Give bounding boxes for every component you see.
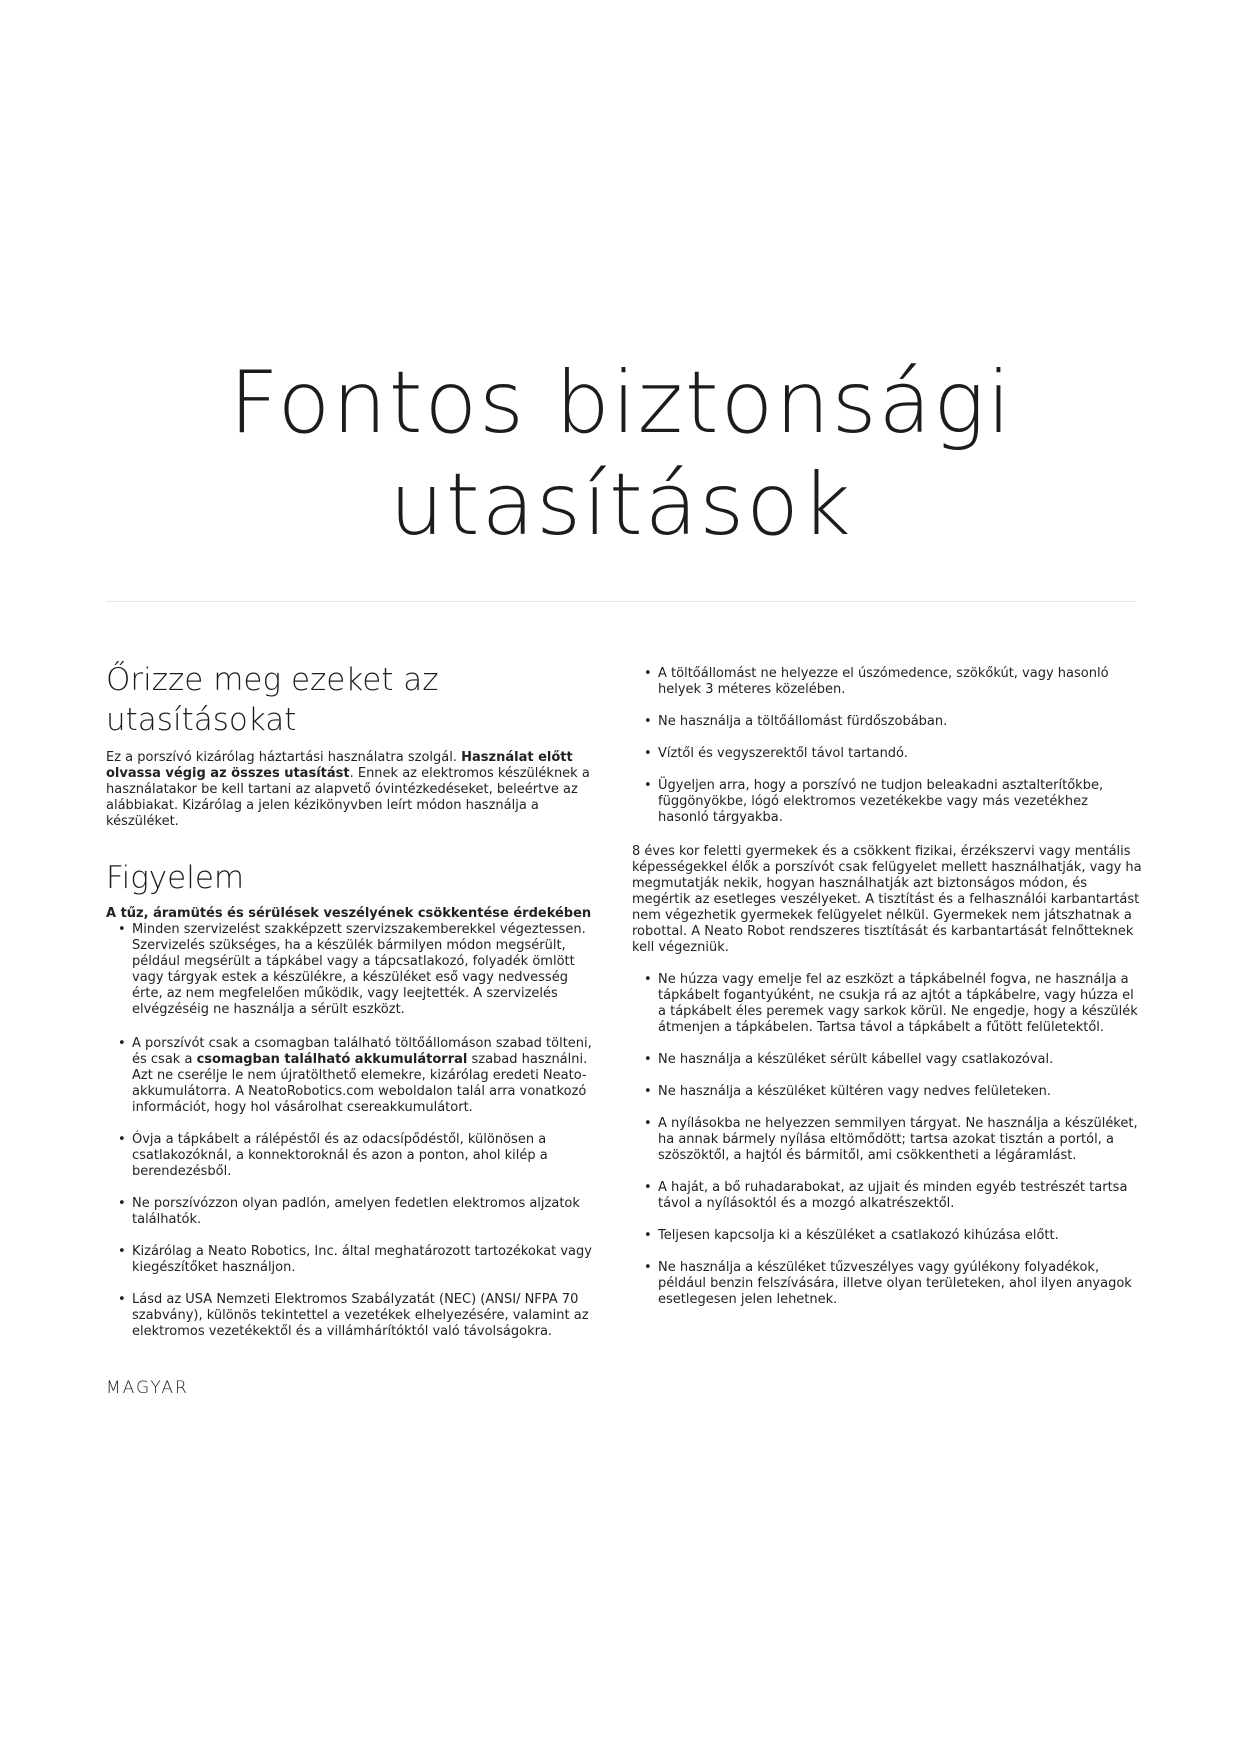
battery-text-a: A porszívót csak a csomagban található töltőállomáson szabad tölteni, és csak a bbox=[132, 1036, 592, 1067]
list-item: • Teljesen kapcsolja ki a készüléket a csatlakozó kihúzása előtt. bbox=[632, 1228, 1142, 1244]
section-heading-keep-instructions: Őrizze meg ezeket az utasításokat bbox=[106, 662, 439, 738]
intro-text-a: Ez a porszívó kizárólag háztartási használatra szolgál. bbox=[106, 750, 462, 765]
list-item: • Ne húzza vagy emelje fel az eszközt a tápkábelnél fogva, ne használja a tápkábelt fogantyúként, ne csukja rá az ajtót a tápkábelre, vagy húzza el a tápkábelt éles peremek vagy sarkok körül. Ne engedje, hogy a készülék átmenjen a tápkábelen. Tartsa távol a tápkábelt a fűtött felületektől. bbox=[632, 972, 1142, 1036]
page-title-line-2: utasítások bbox=[389, 455, 853, 555]
children-paragraph: 8 éves kor feletti gyermekek és a csökkent fizikai, érzékszervi vagy mentális képességekkel élők a porszívót csak felügyelet mellett használhatják, vagy ha megmutatják nekik, hogyan használhatják azt biztonságos módon, és megértik az esetleges veszélyeket. A tisztítást és a felhasználói karbantartást nem végezhetik gyermekek felügyelet nélkül. Gyermekek nem játszhatnak a robottal. A Neato Robot rendszeres tisztítását és karbantartását felnőtteknek kell végezniük. bbox=[632, 844, 1142, 955]
warning-list bbox=[106, 922, 601, 1340]
list-item: • Kizárólag a Neato Robotics, Inc. által meghatározott tartozékokat vagy kiegészítőket használjon. bbox=[106, 1244, 601, 1276]
list-item: • Ne használja a készüléket kültéren vagy nedves felületeken. bbox=[632, 1084, 1142, 1100]
right-list-bottom bbox=[632, 972, 1142, 1308]
list-item: • Ne használja a készüléket tűzveszélyes vagy gyúlékony folyadékok, például benzin felszívására, illetve olyan területeken, ahol ilyen anyagok esetlegesen jelen lehetnek. bbox=[632, 1260, 1142, 1308]
right-list-top bbox=[632, 666, 1142, 826]
right-column bbox=[632, 666, 1142, 1324]
list-item: • Ne használja a töltőállomást fürdőszobában. bbox=[632, 714, 1142, 730]
page-title bbox=[106, 352, 1136, 556]
page-title-line-1: Fontos biztonsági bbox=[229, 353, 1013, 453]
list-item: • A haját, a bő ruhadarabokat, az ujjait és minden egyéb testrészét tartsa távol a nyílásoktól és a mozgó alkatrészektől. bbox=[632, 1180, 1142, 1212]
battery-text-b: szabad használni. Azt ne cserélje le nem újratölthető elemekre, kizárólag eredeti Neato-akkumulátorra. A NeatoRobotics.com weboldalon talál arra vonatkozó információt, hogy hol vásárolhat csereakkumulátort. bbox=[132, 1052, 588, 1115]
language-label: MAGYAR bbox=[106, 1378, 189, 1398]
list-item: • Ügyeljen arra, hogy a porszívó ne tudjon beleakadni asztalterítőkbe, függönyökbe, lógó elektromos vezetékekbe vagy más vezetékhez hasonló tárgyakba. bbox=[632, 778, 1142, 826]
list-item: • A töltőállomást ne helyezze el úszómedence, szökőkút, vagy hasonló helyek 3 méteres közelében. bbox=[632, 666, 1142, 698]
intro-text-b: . Ennek az elektromos készüléknek a használatakor be kell tartani az alapvető óvintézkedéseket, beleértve az alábbiakat. Kizárólag a jelen kézikönyvben leírt módon használja a készüléket. bbox=[106, 766, 590, 829]
list-item: • Víztől és vegyszerektől távol tartandó. bbox=[632, 746, 1142, 762]
intro-paragraph bbox=[106, 750, 601, 830]
intro-text-bold: Használat előtt olvassa végig az összes utasítást bbox=[106, 750, 573, 781]
list-item: • Ne porszívózzon olyan padlón, amelyen fedetlen elektromos aljzatok találhatók. bbox=[106, 1196, 601, 1228]
list-item: • Lásd az USA Nemzeti Elektromos Szabályzatát (NEC) (ANSI/ NFPA 70 szabvány), különös tekintettel a vezetékek elhelyezésére, valamint az elektromos vezetékektől és a villámhárítóktól való távolságokra. bbox=[106, 1292, 601, 1340]
title-divider bbox=[106, 601, 1136, 602]
section-heading-warning: Figyelem bbox=[106, 860, 245, 896]
left-column bbox=[106, 660, 601, 1356]
list-item: • Ne használja a készüléket sérült kábellel vagy csatlakozóval. bbox=[632, 1052, 1142, 1068]
warning-subheading: A tűz, áramütés és sérülések veszélyének csökkentése érdekében bbox=[106, 906, 592, 921]
battery-text-bold: csomagban található akkumulátorral bbox=[196, 1052, 468, 1067]
list-item: • Minden szervizelést szakképzett szervizszakemberekkel végeztessen. Szervizelés szükséges, ha a készülék bármilyen módon megsérült, például megsérült a tápkábel vagy a tápcsatlakozó, folyadék ömlött vagy tárgyak estek a készülékre, a készüléket eső vagy nedvesség érte, az nem megfelelően működik, vagy leejtették. A szervizelés elvégzéséig ne használja a sérült eszközt. bbox=[106, 922, 601, 1018]
list-item: • A nyílásokba ne helyezzen semmilyen tárgyat. Ne használja a készüléket, ha annak bármely nyílása eltömődött; tartsa azokat tisztán a portól, a szöszöktől, a hajtól és bármitől, ami csökkentheti a légáramlást. bbox=[632, 1116, 1142, 1164]
list-item bbox=[106, 1036, 601, 1116]
list-item: • Óvja a tápkábelt a rálépéstől és az odacsípődéstől, különösen a csatlakozóknál, a konnektoroknál és azon a ponton, ahol kilép a berendezésből. bbox=[106, 1132, 601, 1180]
